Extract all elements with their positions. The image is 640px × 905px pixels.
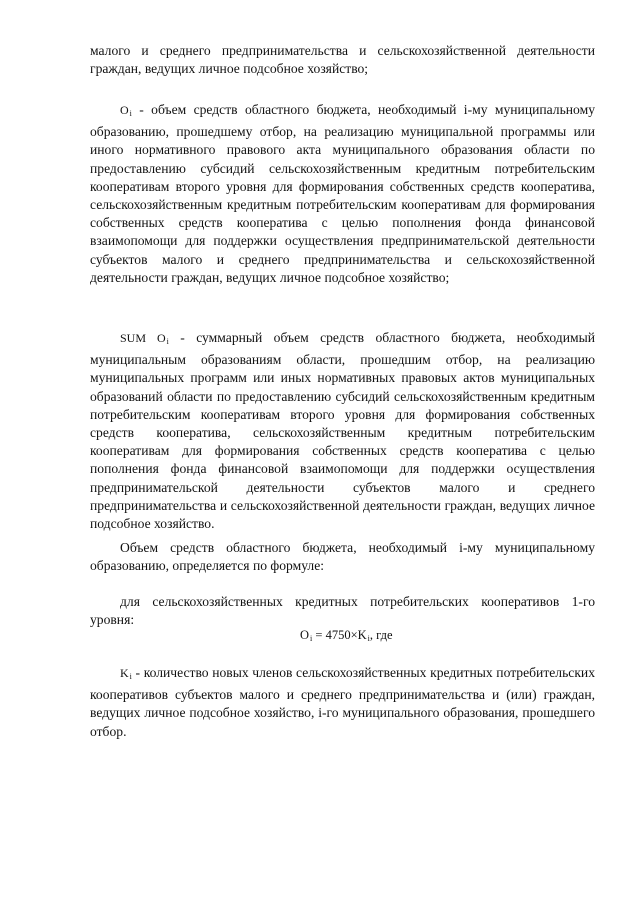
cooperative-level-note — [90, 593, 595, 629]
symbol-oi: $O_i$ — [120, 103, 132, 118]
formula: $O_i = 4750\times K_i$, где — [300, 628, 393, 643]
paragraph-text: малого и среднего предпринимательства и сельскохозяйственной деятельности граждан, ведущих личное подсобное хозяйство; — [90, 43, 595, 77]
definition-ki — [90, 664, 595, 741]
formula-intro-text: Объем средств областного бюджета, необходимый i-му муниципальному образованию, определяется по формуле: — [90, 540, 595, 574]
definition-oi — [90, 101, 595, 287]
paragraph-continuation — [90, 42, 595, 78]
definition-sum-oi — [90, 329, 595, 533]
formula-intro — [90, 539, 595, 575]
cooperative-level-text: для сельскохозяйственных кредитных потребительских кооперативов 1-го уровня: — [90, 594, 595, 628]
symbol-ki: $K_i$ — [120, 666, 132, 681]
definition-oi-text: - объем средств областного бюджета, необходимый i-му муниципальному образованию, прошедшему отбор, на реализацию муниципальной программы или иного нормативного правового акта муниципального образования области по предоставлению субсидий сельскохозяйственным кредитным потребительским кооперативам второго уровня для формирования собственных средств кооператива, сельскохозяйственным кредитным потребительским кооперативам для формирования собственных средств кооператива с целью пополнения фонда финансовой взаимопомощи для поддержки осуществления предпринимательской деятельности субъектов малого и среднего предпринимательства и сельскохозяйственной деятельности граждан, ведущих личное подсобное хозяйство; — [90, 102, 595, 285]
symbol-sum-oi: SUM $O_i$ — [120, 331, 169, 346]
definition-sum-oi-text: - суммарный объем средств областного бюджета, необходимый муниципальным образованиям области, прошедшим отбор, на реализацию муниципальных программ или иных нормативных правовых актов муниципальных образований области по предоставлению субсидий сельскохозяйственным кредитным потребительским кооперативам второго уровня для формирования собственных средств кооператива, сельскохозяйственным кредитным потребительским кооперативам для формирования собственных средств кооператива с целью пополнения фонда финансовой взаимопомощи для поддержки осуществления предпринимательской деятельности субъектов малого и среднего предпринимательства и сельскохозяйственной деятельности граждан, ведущих личное подсобное хозяйство. — [90, 330, 595, 532]
definition-ki-text: - количество новых членов сельскохозяйственных кредитных потребительских кооперативов субъектов малого и среднего предпринимательства и (или) граждан, ведущих личное подсобное хозяйство, i-го муниципального образования, прошедшего отбор. — [90, 665, 595, 739]
